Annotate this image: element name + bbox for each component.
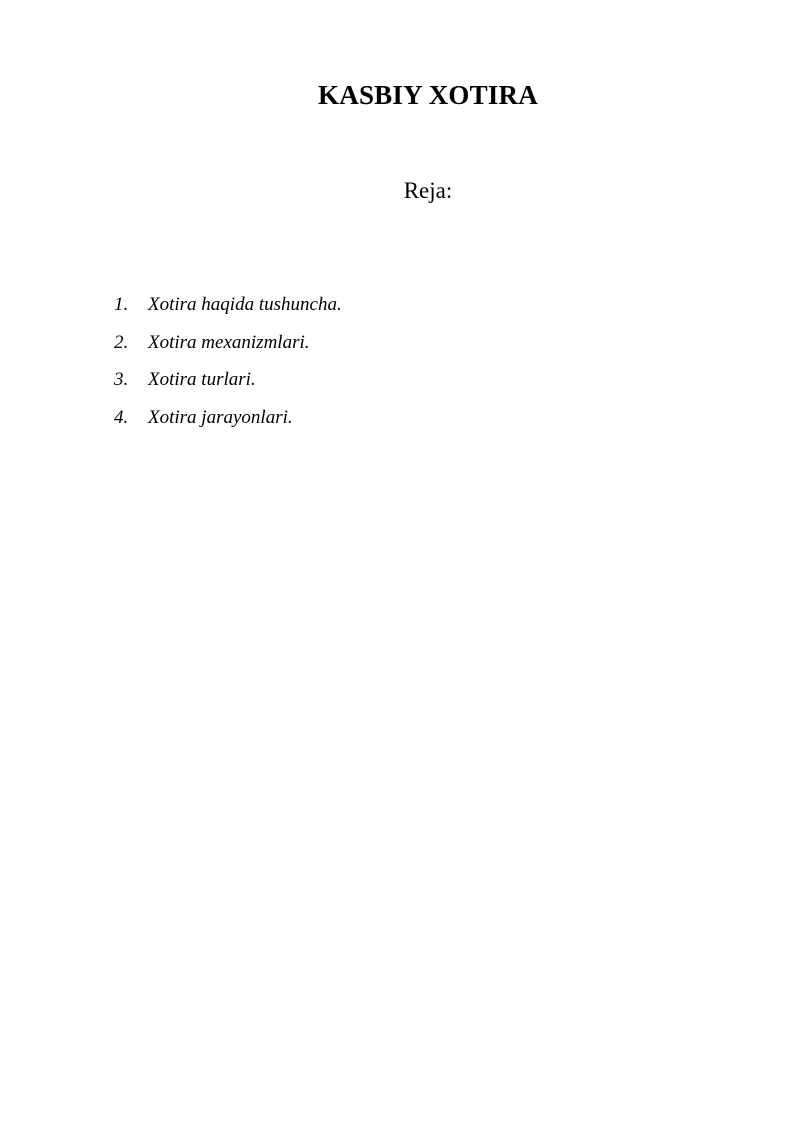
plan-item — [114, 292, 342, 318]
plan-item-text: Xotira jarayonlari. — [148, 406, 293, 428]
plan-item-text: Xotira haqida tushuncha. — [148, 294, 342, 315]
document-title: KASBIY XOTIRA — [318, 80, 538, 110]
plan-item — [114, 367, 342, 393]
plan-item-number: 1. — [114, 294, 129, 315]
plan-item-number: 2. — [114, 331, 129, 353]
plan-item-text: Xotira turlari. — [148, 369, 256, 390]
plan-item — [114, 405, 342, 431]
plan-item-number: 3. — [114, 369, 129, 390]
plan-list — [114, 292, 342, 442]
plan-item-number: 4. — [114, 406, 129, 428]
plan-heading: Reja: — [403, 178, 453, 203]
plan-item-text: Xotira mexanizmlari. — [148, 331, 310, 353]
plan-item — [114, 330, 342, 356]
